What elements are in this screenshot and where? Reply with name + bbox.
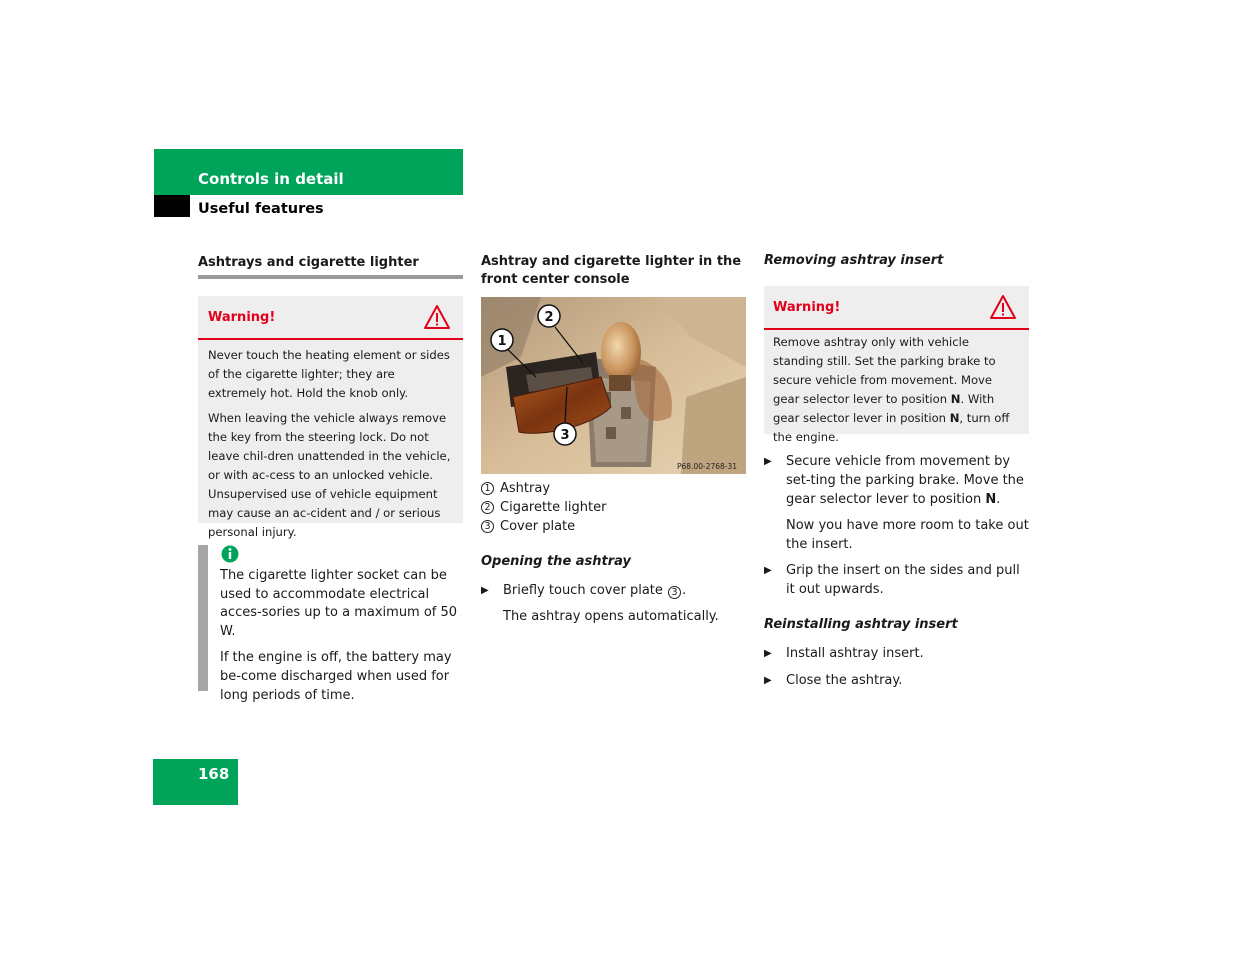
page-number: 168 — [198, 765, 230, 783]
bullet-arrow-icon: ▶ — [764, 675, 772, 686]
info-icon — [221, 545, 239, 563]
legend-item — [481, 498, 606, 517]
legend-label: Cover plate — [500, 519, 576, 534]
section-marker — [154, 195, 190, 217]
photo-code: P68.00-2768-31 — [677, 462, 738, 471]
reinstall-heading: Reinstalling ashtray insert — [764, 617, 958, 632]
bullet-arrow-icon: ▶ — [764, 456, 772, 467]
legend-label: Cigarette lighter — [500, 500, 607, 515]
legend-label: Ashtray — [500, 481, 551, 496]
warning-paragraph: Never touch the heating element or sides of the cigarette lighter; they are extremely hot. Hold the knob only. — [208, 348, 450, 400]
warning-paragraph: Remove ashtray only with vehicle standing still. Set the parking brake to secure vehicle from movement. Move gear selector lever to position N. With gear selector lever in position N, turn off the engine. — [773, 335, 1010, 444]
reinstall-step-2 — [764, 671, 1029, 690]
section-title: Controls in detail — [198, 170, 344, 188]
removal-step-1-result: Now you have more room to take out the insert. — [786, 518, 1029, 552]
svg-text:1: 1 — [497, 334, 507, 349]
callout-1 — [491, 329, 513, 351]
info-paragraph: If the engine is off, the battery may be-come discharged when used for long periods of time. — [220, 650, 452, 703]
callout-3 — [554, 423, 576, 445]
legend-number: 3 — [481, 520, 494, 533]
warning-title: Warning! — [208, 310, 276, 325]
legend-item — [481, 479, 606, 498]
bullet-arrow-icon: ▶ — [481, 585, 489, 596]
warning-title: Warning! — [773, 300, 841, 315]
legend-item — [481, 517, 606, 536]
info-text — [220, 567, 465, 713]
warning-body — [198, 340, 463, 554]
opening-heading: Opening the ashtray — [481, 554, 632, 569]
svg-text:3: 3 — [560, 428, 570, 443]
removing-heading: Removing ashtray insert — [764, 253, 944, 268]
opening-step — [481, 581, 746, 600]
warning-box-removal — [764, 286, 1029, 444]
warning-body — [764, 330, 1029, 450]
inline-number: 3 — [668, 586, 681, 599]
step-text: Secure vehicle from movement by set-ting the parking brake. Move the gear selector lever to position N. — [786, 454, 1024, 507]
step-text: Grip the insert on the sides and pull it out upwards. — [786, 563, 1020, 597]
removal-step-2 — [764, 561, 1029, 599]
callout-2 — [538, 305, 560, 327]
bullet-arrow-icon: ▶ — [764, 648, 772, 659]
svg-text:2: 2 — [544, 310, 554, 325]
legend-number: 2 — [481, 501, 494, 514]
step-text: Install ashtray insert. — [786, 646, 924, 661]
reinstall-step-1 — [764, 644, 1029, 663]
legend-number: 1 — [481, 482, 494, 495]
warning-header — [198, 296, 463, 340]
warning-triangle-icon — [989, 294, 1017, 320]
opening-result: The ashtray opens automatically. — [503, 609, 719, 624]
info-note — [198, 545, 463, 703]
warning-triangle-icon — [423, 304, 451, 330]
removal-step-1 — [764, 452, 1029, 509]
center-console-photo — [481, 297, 746, 474]
ashtrays-heading: Ashtrays and cigarette lighter — [198, 255, 463, 279]
step-text: Briefly touch cover plate 3 . — [503, 583, 687, 598]
console-heading: Ashtray and cigarette lighter in the front center console — [481, 254, 742, 287]
subsection-title: Useful features — [198, 201, 324, 217]
info-paragraph: The cigarette lighter socket can be used to accommodate electrical acces-sories up to a maximum of 50 W. — [220, 568, 458, 639]
warning-paragraph: When leaving the vehicle always remove the key from the steering lock. Do not leave chil-dren unattended in the vehicle, or with ac-cess to an unlocked vehicle. Unsupervised use of vehicle equipment may cause an ac-cident and / or serious personal injury. — [208, 411, 451, 539]
photo-legend — [481, 479, 606, 536]
info-sidebar — [198, 545, 208, 691]
warning-box-lighter — [198, 296, 463, 539]
bullet-arrow-icon: ▶ — [764, 565, 772, 576]
warning-header — [764, 286, 1029, 330]
step-text: Close the ashtray. — [786, 673, 903, 688]
